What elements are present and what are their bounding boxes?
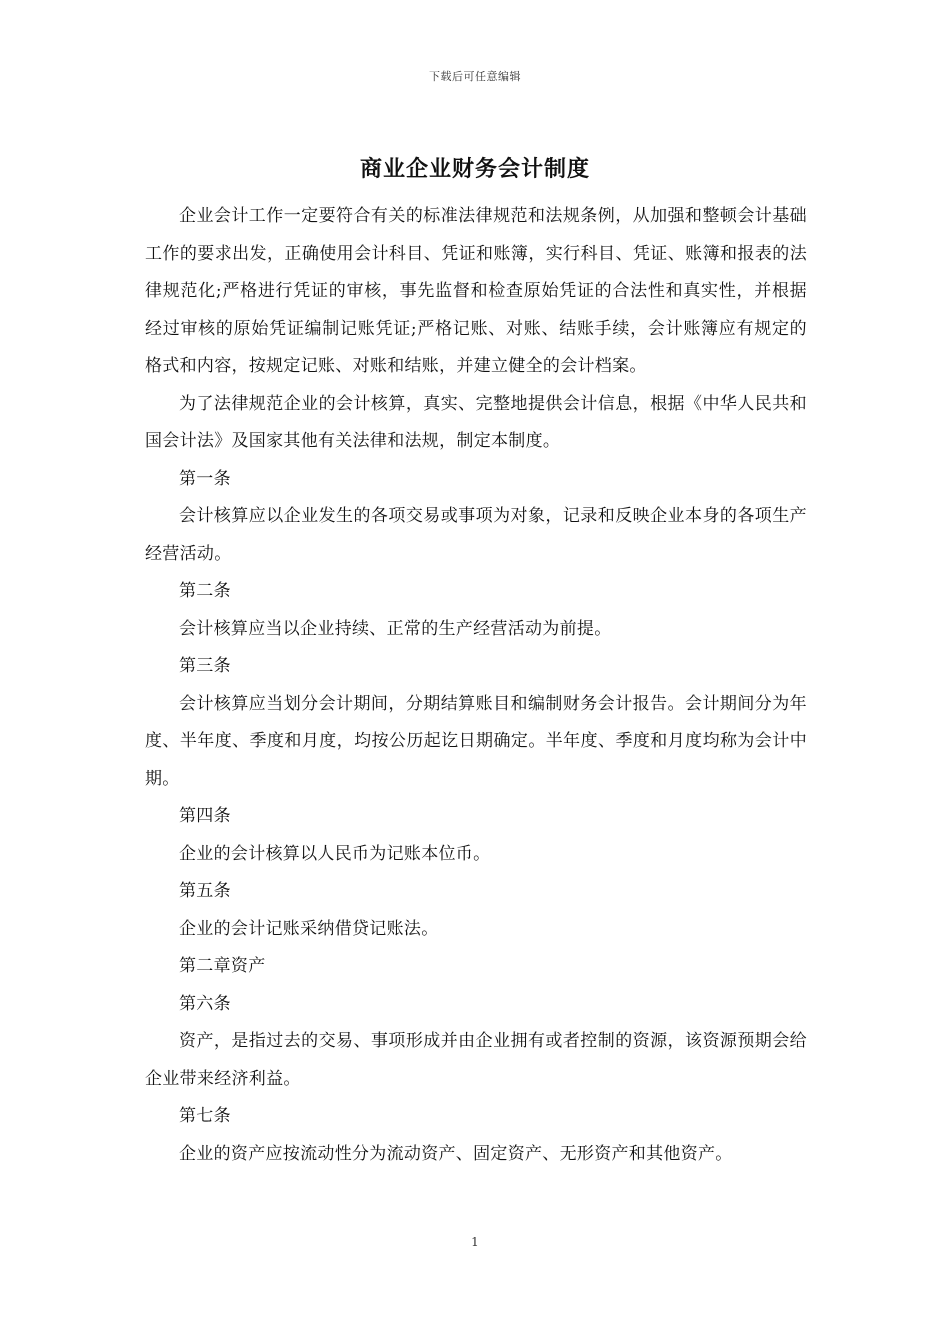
paragraph: 会计核算应以企业发生的各项交易或事项为对象，记录和反映企业本身的各项生产经营活动。 xyxy=(145,506,807,564)
article-heading: 第二条 xyxy=(179,581,231,601)
paragraph: 企业会计工作一定要符合有关的标准法律规范和法规条例，从加强和整顿会计基础工作的要求出发，正确使用会计科目、凭证和账簿，实行科目、凭证、账簿和报表的法律规范化;严格进行凭证的审核，事先监督和检查原始凭证的合法性和真实性，并根据经过审核的原始凭证编制记账凭证;严格记账、对账、结账手续，会计账簿应有规定的格式和内容，按规定记账、对账和结账，并建立健全的会计档案。 xyxy=(145,206,807,376)
article-heading: 第一条 xyxy=(179,468,231,489)
page-number: 1 xyxy=(471,1235,479,1249)
document-title: 商业企业财务会计制度 xyxy=(359,156,590,182)
paragraph: 资产，是指过去的交易、事项形成并由企业拥有或者控制的资源，该资源预期会给企业带来经济利益。 xyxy=(145,1031,807,1089)
paragraph: 企业的会计核算以人民币为记账本位币。 xyxy=(179,843,491,864)
article-heading: 第四条 xyxy=(179,806,231,826)
paragraph: 会计核算应当以企业持续、正常的生产经营活动为前提。 xyxy=(179,618,612,639)
paragraph: 企业的会计记账采纳借贷记账法。 xyxy=(179,918,439,939)
article-heading: 第五条 xyxy=(179,881,231,901)
page-header: 下载后可任意编辑 xyxy=(429,70,521,83)
paragraph: 为了法律规范企业的会计核算，真实、完整地提供会计信息，根据《中华人民共和国会计法》及国家其他有关法律和法规，制定本制度。 xyxy=(145,393,807,451)
paragraph: 会计核算应当划分会计期间，分期结算账目和编制财务会计报告。会计期间分为年度、半年度、季度和月度，均按公历起讫日期确定。半年度、季度和月度均称为会计中期。 xyxy=(145,693,807,789)
chapter-heading: 第二章资产 xyxy=(179,956,266,976)
article-heading: 第三条 xyxy=(179,656,231,676)
article-heading: 第六条 xyxy=(179,993,231,1014)
paragraph: 企业的资产应按流动性分为流动资产、固定资产、无形资产和其他资产。 xyxy=(179,1143,733,1164)
article-heading: 第七条 xyxy=(179,1106,231,1126)
document-body xyxy=(145,198,807,1173)
